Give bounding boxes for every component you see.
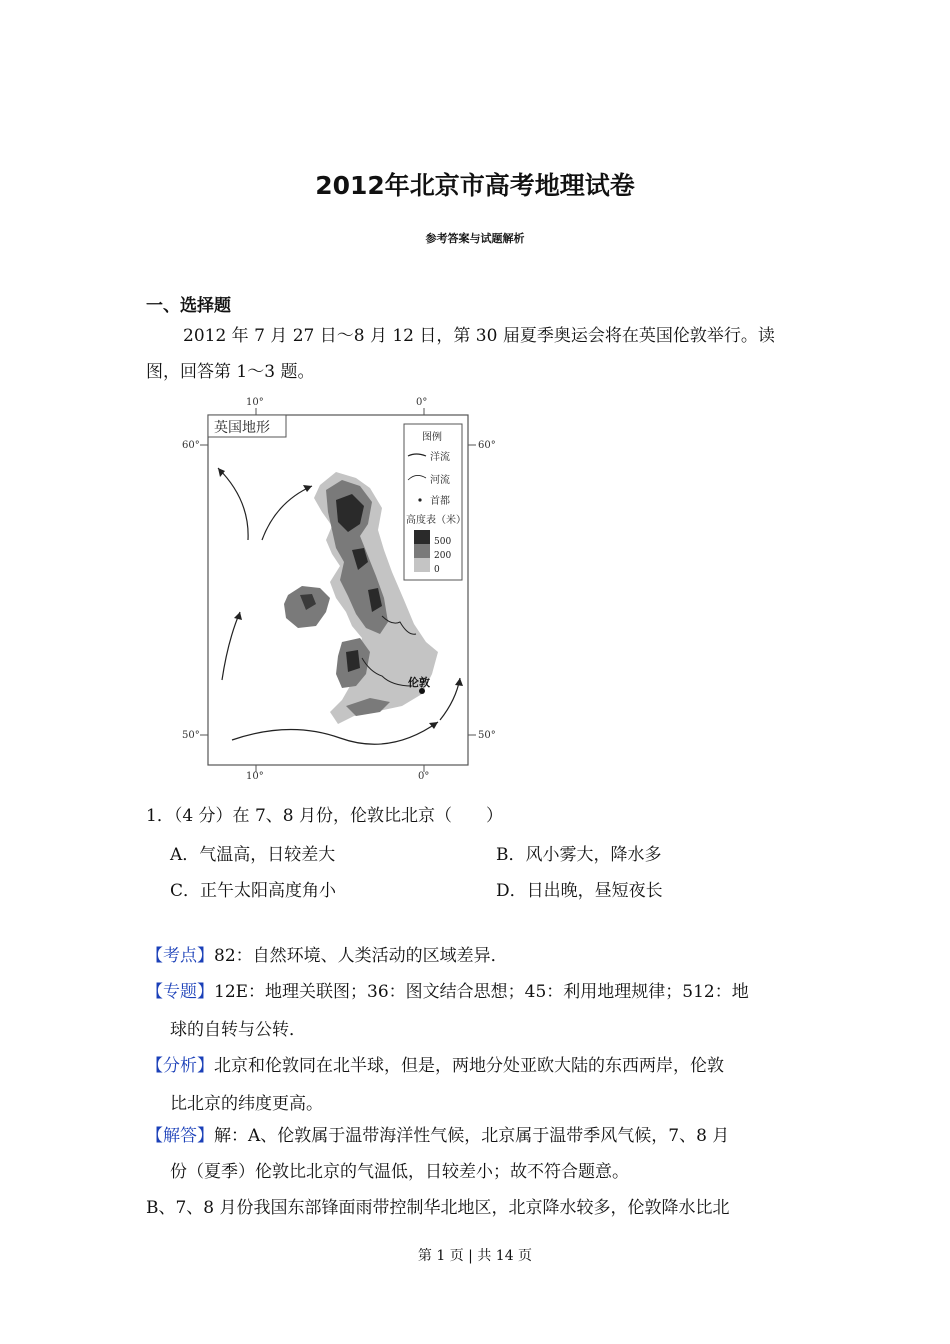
legend-title: 图例 bbox=[422, 432, 442, 443]
legend-capital-icon bbox=[418, 498, 421, 501]
kaodian-tag: 【考点】 bbox=[146, 946, 214, 966]
lon-label-bottom-left: 10° bbox=[246, 771, 264, 780]
answer-b-line: B、7、8 月份我国东部锋面雨带控制华北地区，北京降水较多，伦敦降水比北 bbox=[146, 1198, 730, 1218]
page-title: 2012年北京市高考地理试卷 bbox=[315, 171, 635, 200]
jieda-tag: 【解答】 bbox=[146, 1126, 214, 1146]
legend-swatch-200 bbox=[414, 544, 430, 558]
jieda-line-2: 份（夏季）伦敦比北京的气温低，日较差小；故不符合题意。 bbox=[170, 1162, 629, 1182]
legend-swatch-500 bbox=[414, 530, 430, 544]
fenxi-text-1: 北京和伦敦同在北半球，但是，两地分处亚欧大陆的东西两岸，伦敦 bbox=[214, 1056, 724, 1076]
uk-terrain-map bbox=[170, 390, 500, 780]
jieda-line-1 bbox=[146, 1118, 729, 1154]
option-b[interactable]: B．风小雾大，降水多 bbox=[496, 845, 662, 865]
option-c[interactable]: C．正午太阳高度角小 bbox=[170, 881, 337, 901]
fenxi-tag: 【分析】 bbox=[146, 1056, 214, 1076]
lon-label-top-left: 10° bbox=[246, 397, 264, 408]
zhuanti-text-1: 12E：地理关联图；36：图文结合思想；45：利用地理规律；512：地 bbox=[214, 982, 749, 1002]
lat-label-60-left: 60° bbox=[182, 440, 200, 451]
legend-river-label: 河流 bbox=[430, 475, 450, 486]
question-1-stem: 1．（4 分）在 7、8 月份，伦敦比北京（ ） bbox=[146, 806, 503, 826]
lat-label-50-left: 50° bbox=[182, 730, 200, 741]
page-subtitle: 参考答案与试题解析 bbox=[425, 232, 525, 245]
zhuanti-line-2: 球的自转与公转． bbox=[170, 1020, 306, 1040]
legend-current-label: 洋流 bbox=[430, 452, 450, 463]
zhuanti-line-1 bbox=[146, 974, 749, 1010]
lon-label-bottom-right: 0° bbox=[418, 771, 430, 780]
option-d[interactable]: D．日出晚，昼短夜长 bbox=[496, 881, 663, 901]
fenxi-line-1 bbox=[146, 1048, 724, 1084]
zhuanti-tag: 【专题】 bbox=[146, 982, 214, 1002]
lat-label-60-right: 60° bbox=[478, 440, 496, 451]
fenxi-line-2: 比北京的纬度更高。 bbox=[170, 1094, 323, 1114]
jieda-text-1: 解：A、伦敦属于温带海洋性气候，北京属于温带季风气候，7、8 月 bbox=[214, 1126, 730, 1146]
legend-capital-label: 首都 bbox=[430, 496, 450, 507]
option-a[interactable]: A．气温高，日较差大 bbox=[170, 845, 336, 865]
page-footer: 第 1 页 | 共 14 页 bbox=[417, 1248, 533, 1264]
kaodian-line bbox=[146, 938, 508, 974]
legend-swatch-0 bbox=[414, 558, 430, 572]
map-title: 英国地形 bbox=[214, 420, 270, 436]
london-label: 伦敦 bbox=[408, 676, 430, 689]
legend-0-label: 0 bbox=[434, 565, 440, 575]
intro-line-2: 图，回答第 1～3 题。 bbox=[146, 362, 315, 382]
section-heading: 一、选择题 bbox=[146, 296, 231, 316]
lon-label-top-right: 0° bbox=[416, 397, 428, 408]
legend-200-label: 200 bbox=[434, 551, 452, 561]
kaodian-text: 82：自然环境、人类活动的区域差异． bbox=[214, 946, 508, 966]
legend-500-label: 500 bbox=[434, 537, 452, 547]
lat-label-50-right: 50° bbox=[478, 730, 496, 741]
legend-height-title: 高度表（米） bbox=[406, 515, 466, 526]
intro-line-1: 2012 年 7 月 27 日～8 月 12 日，第 30 届夏季奥运会将在英国伦敦举行。读 bbox=[183, 326, 775, 346]
